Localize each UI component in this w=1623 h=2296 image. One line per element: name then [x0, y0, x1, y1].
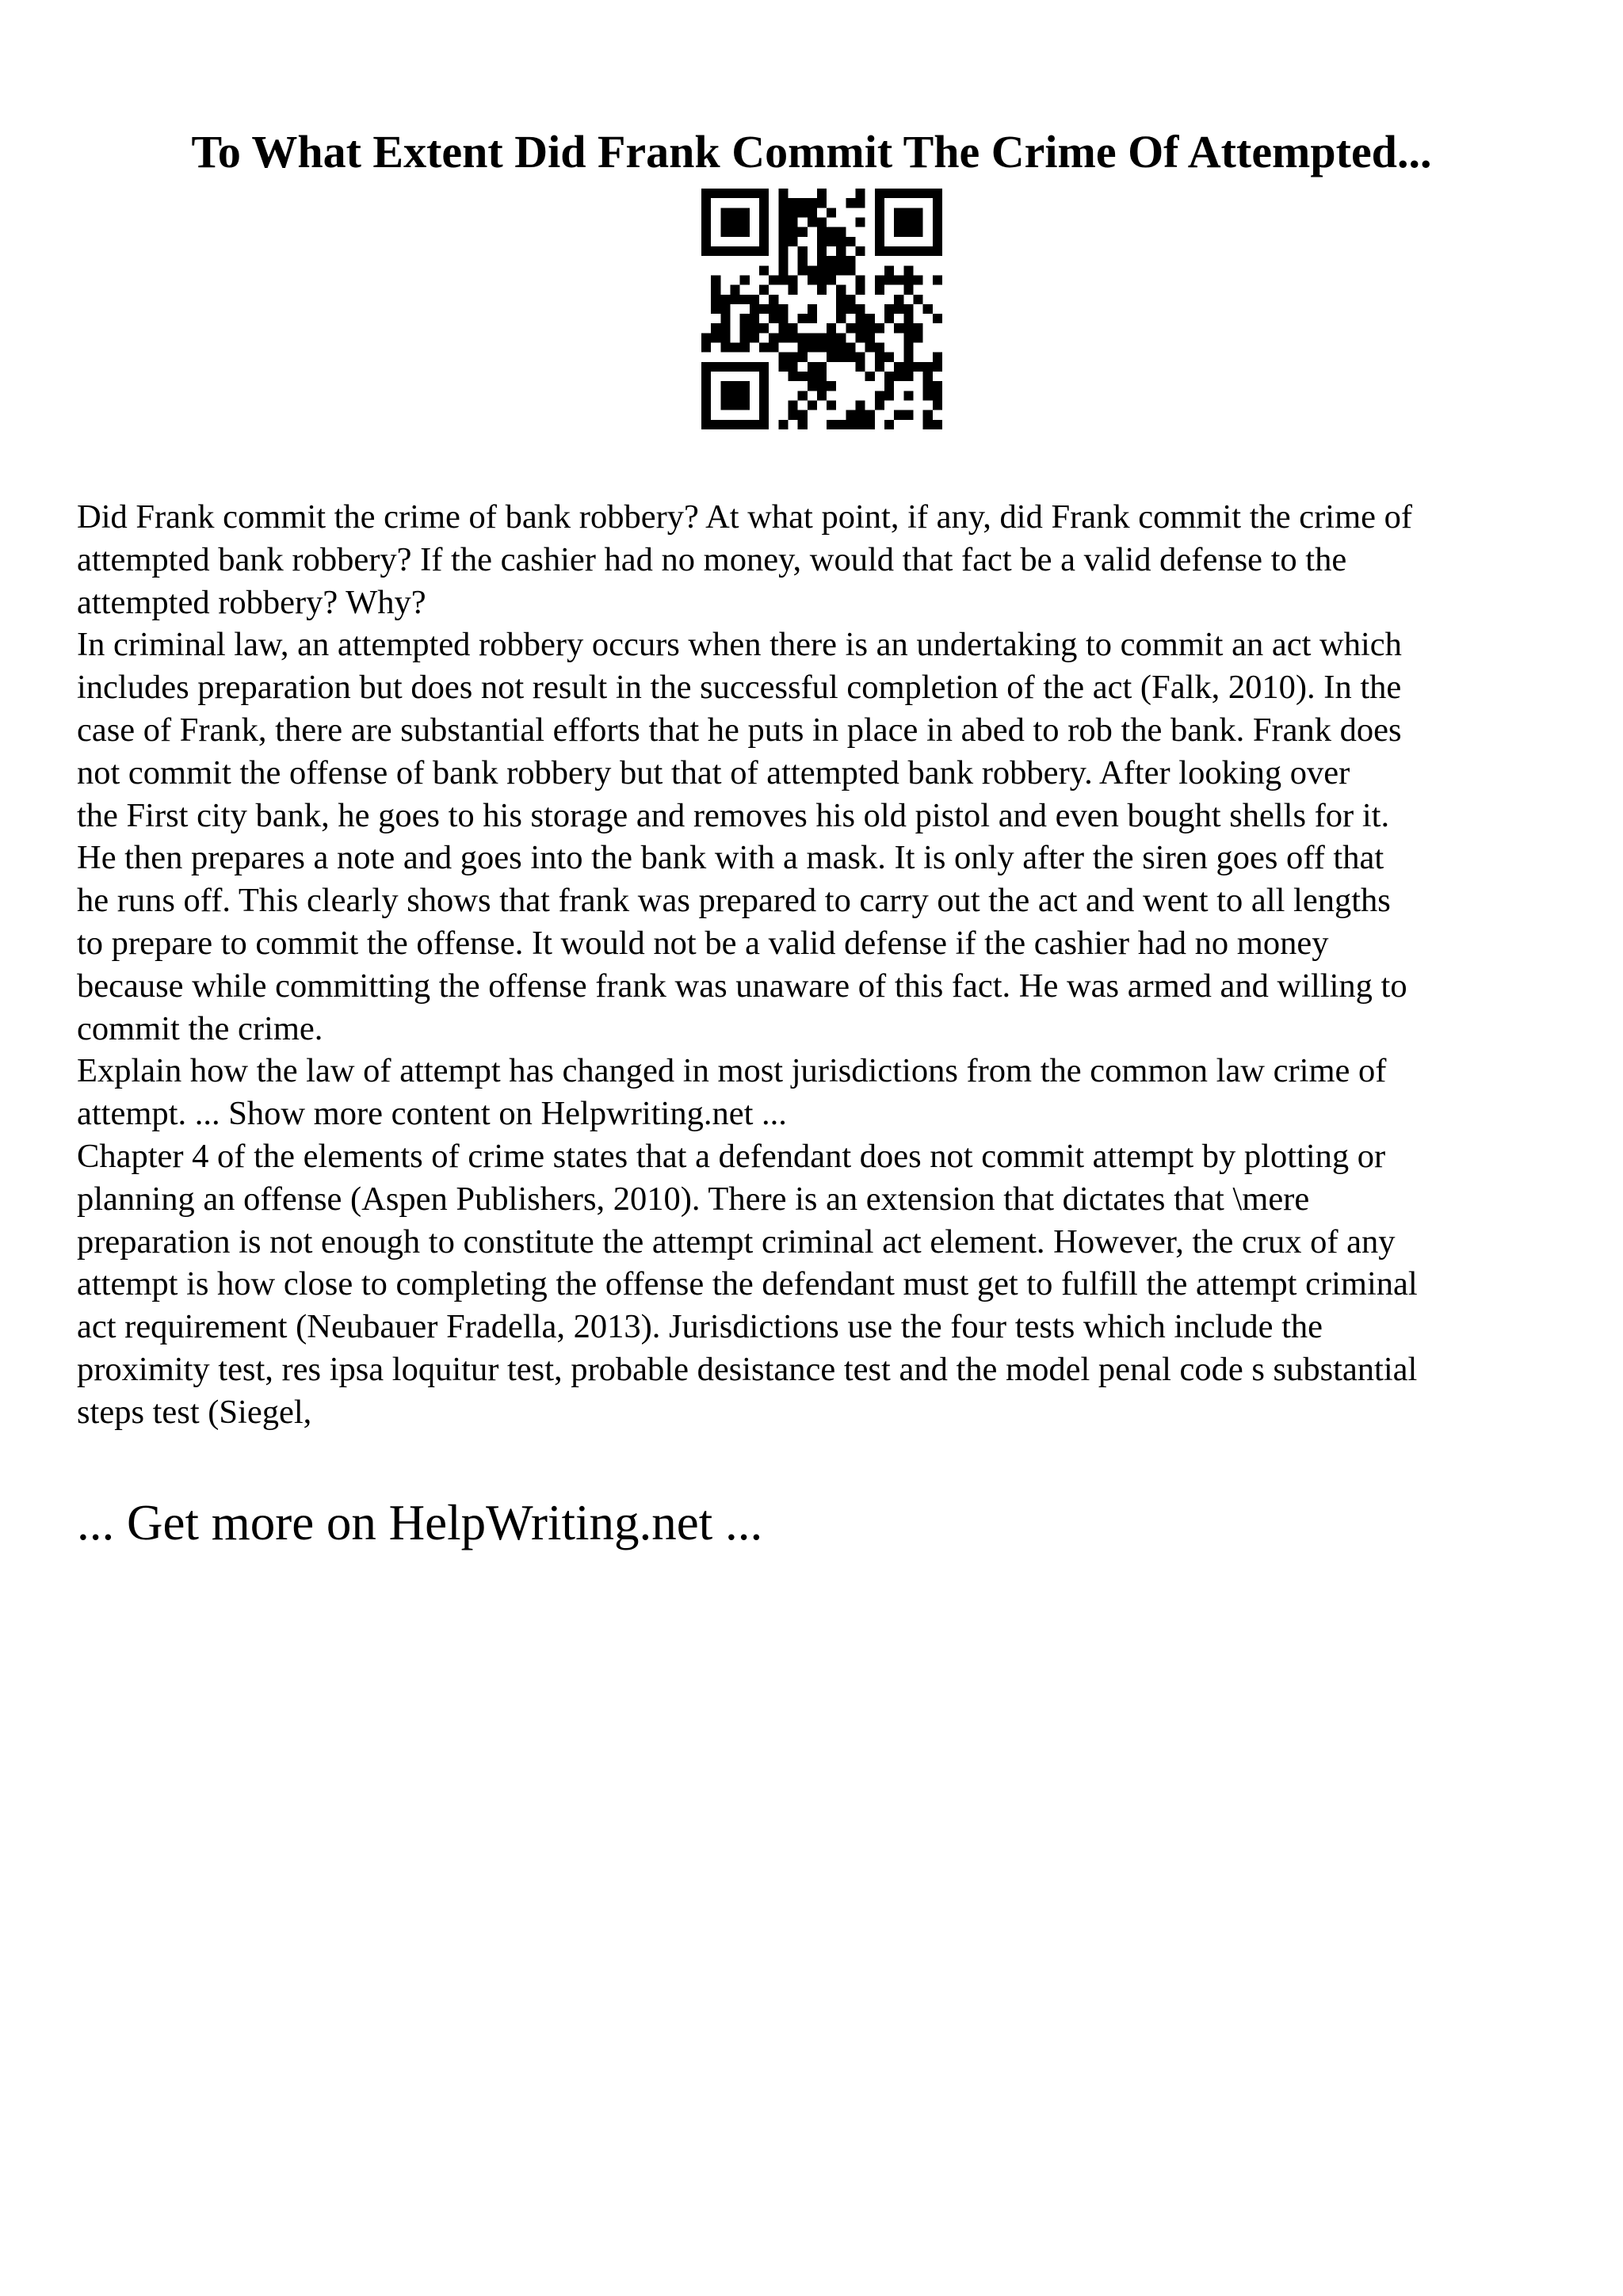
- paragraph-law-of-attempt: Explain how the law of attempt has changed in most jurisdictions from the common law crime of attempt. ... Show more content on Helpwriting.net ...: [77, 1052, 1387, 1133]
- paragraph-attempted-robbery: In criminal law, an attempted robbery occurs when there is an undertaking to commit an act which includes preparation but does not result in the successful completion of the act (Falk, 2010). In the case of Frank, there are substantial efforts that he puts in place in abed to rob the bank. Frank does not commit the offense of bank robbery but that of attempted bank robbery. After looking over the First city bank, he goes to his storage and removes his old pistol and even bought shells for it. He then prepares a note and goes into the bank with a mask. It is only after the siren goes off that he runs off. This clearly shows that frank was prepared to carry out the act and went to all lengths to prepare to commit the offense. It would not be a valid defense if the cashier had no money because while committing the offense frank was unaware of this fact. He was armed and willing to commit the crime.: [77, 626, 1407, 1047]
- document-title: To What Extent Did Frank Commit The Crime Of Attempted...: [191, 125, 1432, 177]
- paragraph-questions: Did Frank commit the crime of bank robbery? At what point, if any, did Frank commit the crime of attempted bank robbery? If the cashier had no money, would that fact be a valid defense to the attempted robbery? Why?: [77, 498, 1413, 621]
- paragraph-chapter-four: Chapter 4 of the elements of crime states that a defendant does not commit attempt by plotting or planning an offense (Aspen Publishers, 2010). There is an extension that dictates that \mere preparation is not enough to constitute the attempt criminal act element. However, the crux of any attempt is how close to completing the offense the defendant must get to fulfill the attempt criminal act requirement (Neubauer Fradella, 2013). Jurisdictions use the four tests which include the proximity test, res ipsa loquitur test, probable desistance test and the model penal code s substantial steps test (Siegel,: [77, 1137, 1418, 1431]
- document-body: [77, 496, 1583, 1434]
- qr-code-icon: [701, 189, 942, 429]
- get-more-link[interactable]: ... Get more on HelpWriting.net ...: [77, 1495, 763, 1550]
